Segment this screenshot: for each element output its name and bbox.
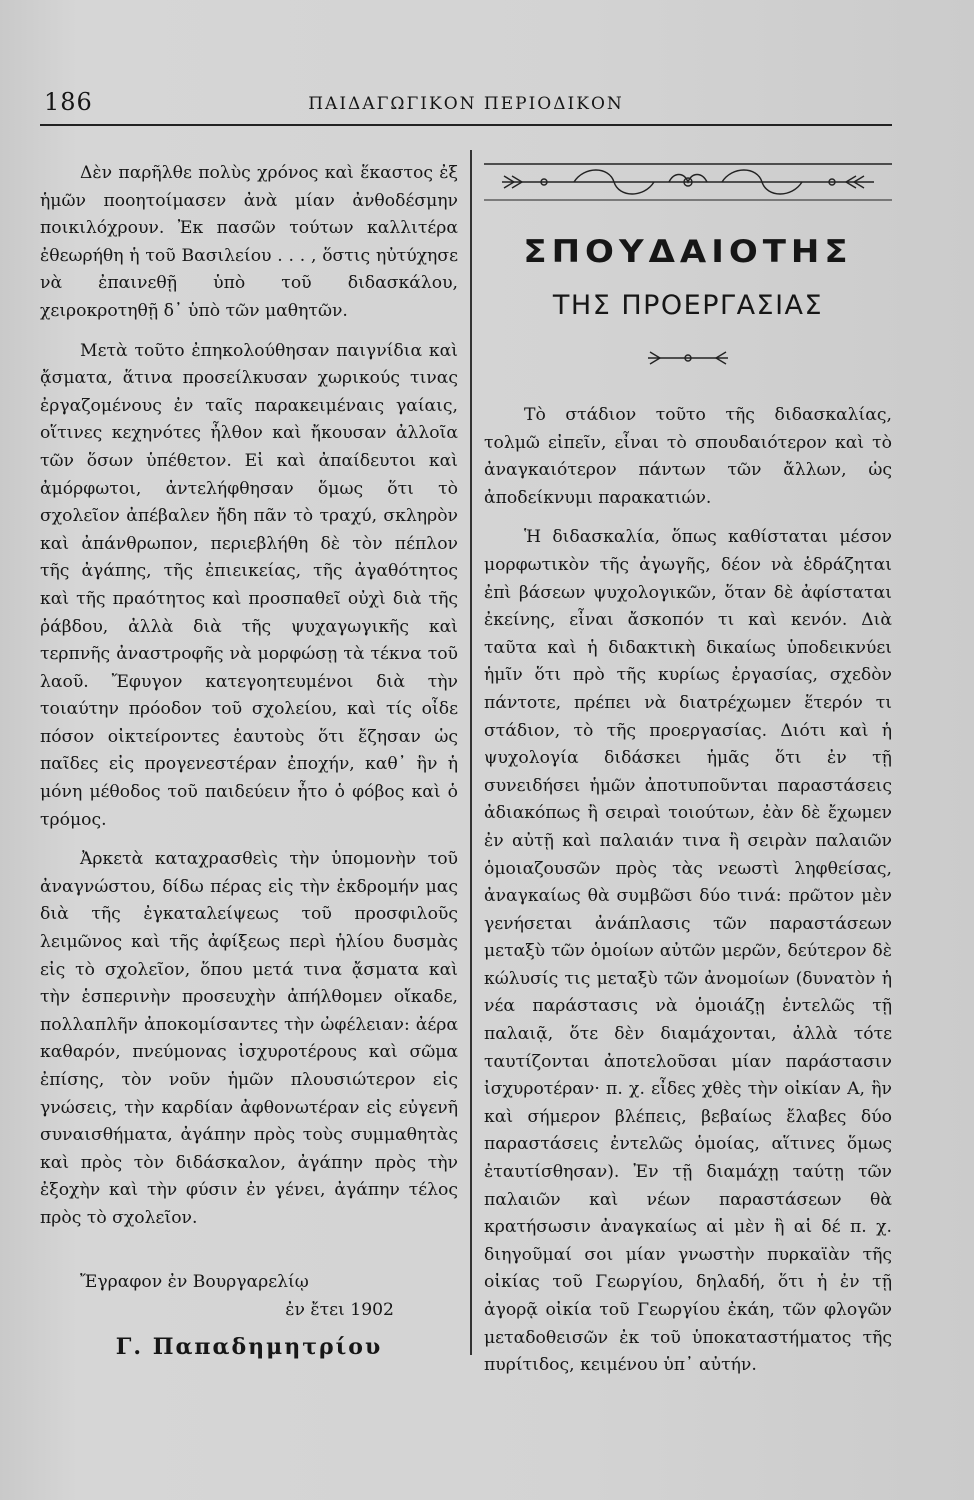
left-column bbox=[40, 160, 458, 1233]
paragraph: Δὲν παρῆλθε πολὺς χρόνος καὶ ἕκαστος ἐξ ἡμῶν ποοητοίμασεν ἀνὰ μίαν ἀνθοδέσμην ποικιλόχρουν. Ἐκ πασῶν τούτων καλλιτέρα ἐθεωρήθη ἡ τοῦ Βασιλείου . . . , ὅστις ηὐτύχησε νὰ ἐπαινεθῇ ὑπὸ τοῦ διδασκάλου, χειροκροτηθῇ δ᾽ ὑπὸ τῶν μαθητῶν. bbox=[40, 163, 458, 321]
article-subtitle: ΤΗΣ ΠΡΟΕΡΓΑΣΙΑΣ bbox=[552, 290, 824, 321]
paragraph: Ἀρκετὰ καταχρασθεὶς τὴν ὑπομονὴν τοῦ ἀναγνώστου, δίδω πέρας εἰς τὴν ἐκδρομήν μας διὰ τῆς ἐγκαταλείψεως τοῦ προσφιλοῦς λειμῶνος καὶ τῆς ἀφίξεως περὶ ἡλίου δυσμὰς εἰς τὸ σχολεῖον, ὅπου μετά τινα ᾄσματα καὶ τὴν ἑσπερινὴν προσευχὴν ἀπήλθομεν οἴκαδε, πολλαπλῆν ἀποκομίσαντες τὴν ὠφέλειαν: ἀέρα καθαρόν, πνεύμονας ἰσχυροτέρους καὶ σῶμα ἐπίσης, τὸν νοῦν ἡμῶν πλουσιώτερον εἰς γνώσεις, τὴν καρδίαν ἀφθονωτέραν εἰς εὐγενῆ συναισθήματα, ἀγάπην πρὸς τοὺς συμμαθητὰς καὶ πρὸς τὸν διδάσκαλον, ἀγάπην πρὸς τὴν ἐξοχὴν καὶ τὴν φύσιν ἐν γένει, ἀγάπην τέλος πρὸς τὸ σχολεῖον. bbox=[40, 849, 458, 1228]
paragraph: Τὸ στάδιον τοῦτο τῆς διδασκαλίας, τολμῶ εἰπεῖν, εἶναι τὸ σπουδαιότερον καὶ τὸ ἀναγκαιότερον πάντων τῶν ἄλλων, ὡς ἀποδείκνυμι παρακατιών. bbox=[484, 405, 892, 508]
author-name: Γ. Παπαδημητρίου bbox=[115, 1334, 383, 1360]
signoff bbox=[40, 1268, 458, 1324]
small-ornament bbox=[640, 348, 736, 368]
signoff-place: Ἔγραφον ἐν Βουργαρελίῳ bbox=[80, 1272, 309, 1292]
page-number: 186 bbox=[44, 88, 93, 116]
signoff-date: ἐν ἔτει 1902 bbox=[285, 1300, 394, 1320]
running-header bbox=[40, 88, 892, 122]
journal-title: ΠΑΙΔΑΓΩΓΙΚΟΝ ΠΕΡΙΟΔΙΚΟΝ bbox=[308, 94, 624, 114]
column-divider bbox=[470, 150, 472, 1355]
article-title: ΣΠΟΥΔΑΙΟΤΗΣ bbox=[523, 233, 853, 271]
ornament-band bbox=[484, 160, 892, 204]
paragraph: Ἡ διδασκαλία, ὅπως καθίσταται μέσον μορφωτικὸν τῆς ἀγωγῆς, δέον νὰ ἑδράζηται ἐπὶ βάσεων ψυχολογικῶν, ὅταν δὲ ἀφίσταται ἐκείνης, εἶναι ἄσκοπόν τι καὶ κενόν. Διὰ ταῦτα καὶ ἡ διδακτικὴ δικαίως ὑποδεικνύει ἡμῖν ὅτι πρὸ τῆς κυρίως ἐργασίας, σχεδὸν πάντοτε, πρέπει νὰ διατρέχωμεν ἕτερόν τι στάδιον, τὸ τῆς προεργασίας. Διότι καὶ ἡ ψυχολογία διδάσκει ἡμᾶς ὅτι ἐν τῇ συνειδήσει ἡμῶν ἀποτυποῦνται παραστάσεις ἀδιακόπως ἢ σειραὶ τοιούτων, ἐὰν δὲ ἔχωμεν ἐν αὐτῇ καὶ παλαιάν τινα ἢ σειρὰν παλαιῶν ὁμοιαζουσῶν πρὸς τὰς νεωστὶ ληφθείσας, ἀναγκαίως θὰ συμβῶσι δύο τινά: πρῶτον μὲν γενήσεται ἀνάπλασις τῶν παραστάσεων μεταξὺ τῶν ὁμοίων αὐτῶν μερῶν, δεύτερον δὲ κώλυσίς τις μεταξὺ τῶν ἀνομοίων (δυνατὸν ἡ νέα παράστασις νὰ ὁμοιάζῃ ἐντελῶς τῇ παλαιᾷ, ὅτε δὲν διαμάχονται, ἀλλὰ τότε ταυτίζονται ἀποτελοῦσαι μίαν παράστασιν ἰσχυροτέραν· π. χ. εἶδες χθὲς τὴν οἰκίαν Α, ἣν καὶ σήμερον βλέπεις, βεβαίως ἔλαβες δύο παραστάσεις ἐντελῶς ὁμοίας, αἵτινες ὅμως ἐταυτίσθησαν). Ἐν τῇ διαμάχῃ ταύτῃ τῶν παλαιῶν καὶ νέων παραστάσεων θὰ κρατήσωσιν ἀναγκαίως αἱ μὲν ἢ αἱ δέ π. χ. διηγοῦμαί σοι μίαν γνωστὴν πυρκαϊὰν τῆς οἰκίας τοῦ Γεωργίου, δηλαδή, ὅτι ἡ ἐν τῇ ἀγορᾷ οἰκία τοῦ Γεωργίου ἐκάη, τῶν φλογῶν μεταδοθεισῶν ἐκ τοῦ ὑποκαταστήματος τῆς πυρίτιδος, κειμένου ὑπ᾽ αὐτήν. bbox=[484, 527, 892, 1376]
right-column bbox=[484, 402, 892, 1380]
paragraph: Μετὰ τοῦτο ἐπηκολούθησαν παιγνίδια καὶ ᾄσματα, ἅτινα προσείλκυσαν χωρικούς τινας ἐργαζομένους ἐν ταῖς παρακειμέναις γαίαις, οἵτινες κεχηνότες ἦλθον καὶ ἤκουσαν ἀλλοῖα τῶν ὅσων ὑπέθετον. Εἰ καὶ ἀπαίδευτοι καὶ ἀμόρφωτοι, ἀντελήφθησαν ὅμως ὅτι τὸ σχολεῖον ἀπέβαλεν ἤδη πᾶν τὸ τραχύ, σκληρὸν καὶ ἀπάνθρωπον, περιεβλήθη δὲ τὸν πέπλον τῆς ἀγάπης, τῆς ἐπιεικείας, τῆς ἀγαθότητος καὶ τῆς πραότητος καὶ προσπαθεῖ οὐχὶ διὰ τῆς ῥάβδου, ἀλλὰ διὰ τῆς ψυχαγωγικῆς καὶ τερπνῆς ἀναστροφῆς νὰ μορφώσῃ τὰ τέκνα τοῦ λαοῦ. Ἔφυγον κατεγοητευμένοι διὰ τὴν τοιαύτην πρόοδον τοῦ σχολείου, καὶ τίς οἶδε πόσον οἰκτείροντες ἑαυτοὺς ὅτι ἔζησαν ὡς παῖδες εἰς προγενεστέραν ἐποχήν, καθ᾽ ἣν ἡ μόνη μέθοδος τοῦ παιδεύειν ἦτο ὁ φόβος καὶ ὁ τρόμος. bbox=[40, 340, 458, 830]
header-rule bbox=[40, 124, 892, 126]
